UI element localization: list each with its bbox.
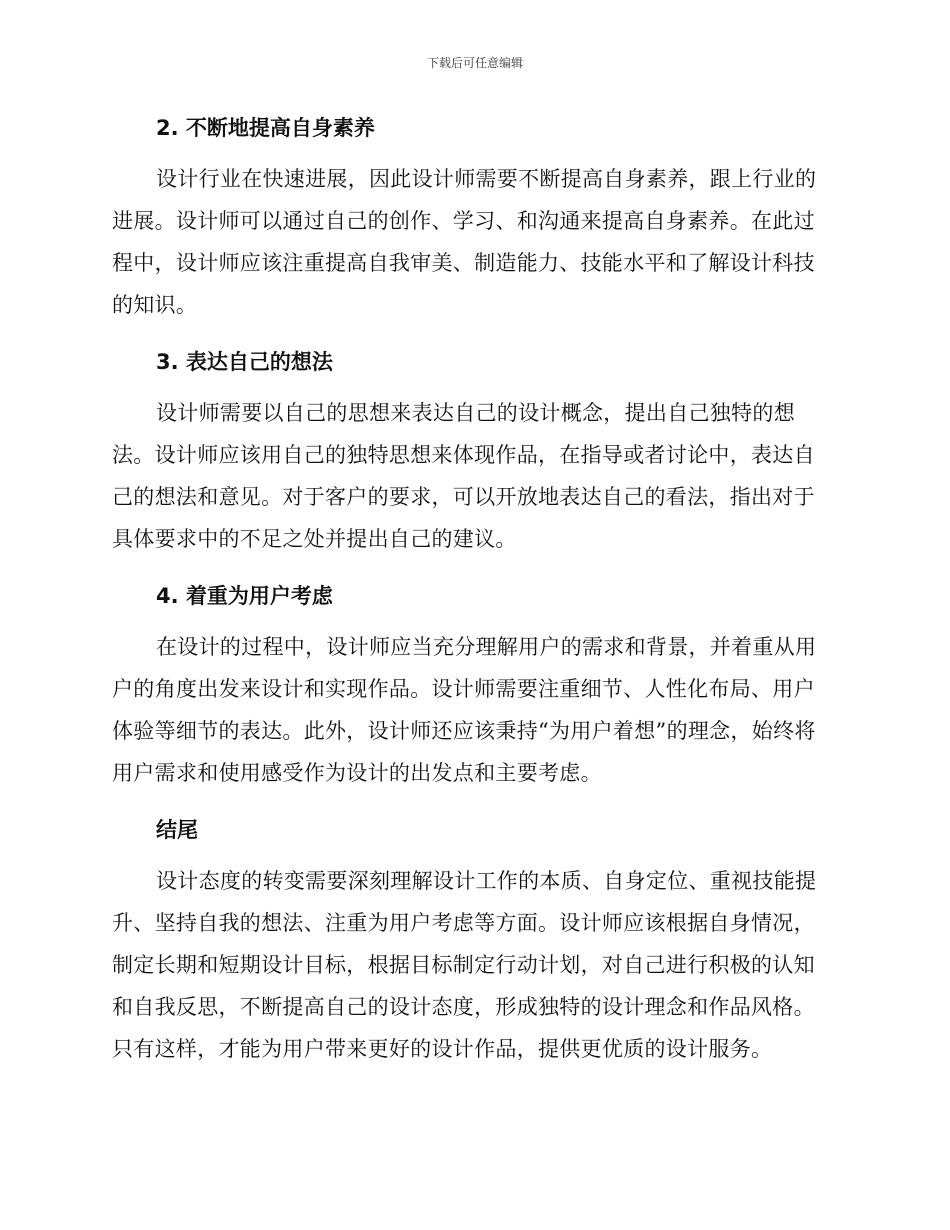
section-4 [112, 580, 832, 794]
section-paragraph: 设计师需要以自己的思想来表达自己的设计概念，提出自己独特的想法。设计师应该用自己的独特思想来体现作品，在指导或者讨论中，表达自己的想法和意见。对于客户的要求，可以开放地表达自己的看法，指出对于具体要求中的不足之处并提出自己的建议。 [112, 401, 815, 551]
page-header-note: 下载后可任意编辑 [426, 56, 523, 70]
section-3 [112, 346, 832, 560]
section-paragraph: 设计态度的转变需要深刻理解设计工作的本质、自身定位、重视技能提升、坚持自我的想法、注重为用户考虑等方面。设计师应该根据自身情况，制定长期和短期设计目标，根据目标制定行动计划，对自己进行积极的认知和自我反思，不断提高自己的设计态度，形成独特的设计理念和作品风格。只有这样，才能为用户带来更好的设计作品，提供更优质的设计服务。 [112, 869, 817, 1061]
section-heading: 结尾 [156, 818, 198, 842]
section-heading: 2. 不断地提高自身素养 [156, 116, 375, 140]
document-body [112, 112, 832, 1070]
section-heading: 4. 着重为用户考虑 [156, 584, 333, 608]
section-2 [112, 112, 832, 326]
section-paragraph: 在设计的过程中，设计师应当充分理解用户的需求和背景，并着重从用户的角度出发来设计和实现作品。设计师需要注重细节、人性化布局、用户体验等细节的表达。此外，设计师还应该秉持“为用户着想”的理念，始终将用户需求和使用感受作为设计的出发点和主要考虑。 [112, 635, 817, 785]
section-conclusion [112, 814, 832, 1070]
section-paragraph: 设计行业在快速进展，因此设计师需要不断提高自身素养，跟上行业的进展。设计师可以通过自己的创作、学习、和沟通来提高自身素养。在此过程中，设计师应该注重提高自我审美、制造能力、技能水平和了解设计科技的知识。 [112, 167, 817, 317]
section-heading: 3. 表达自己的想法 [156, 350, 333, 374]
